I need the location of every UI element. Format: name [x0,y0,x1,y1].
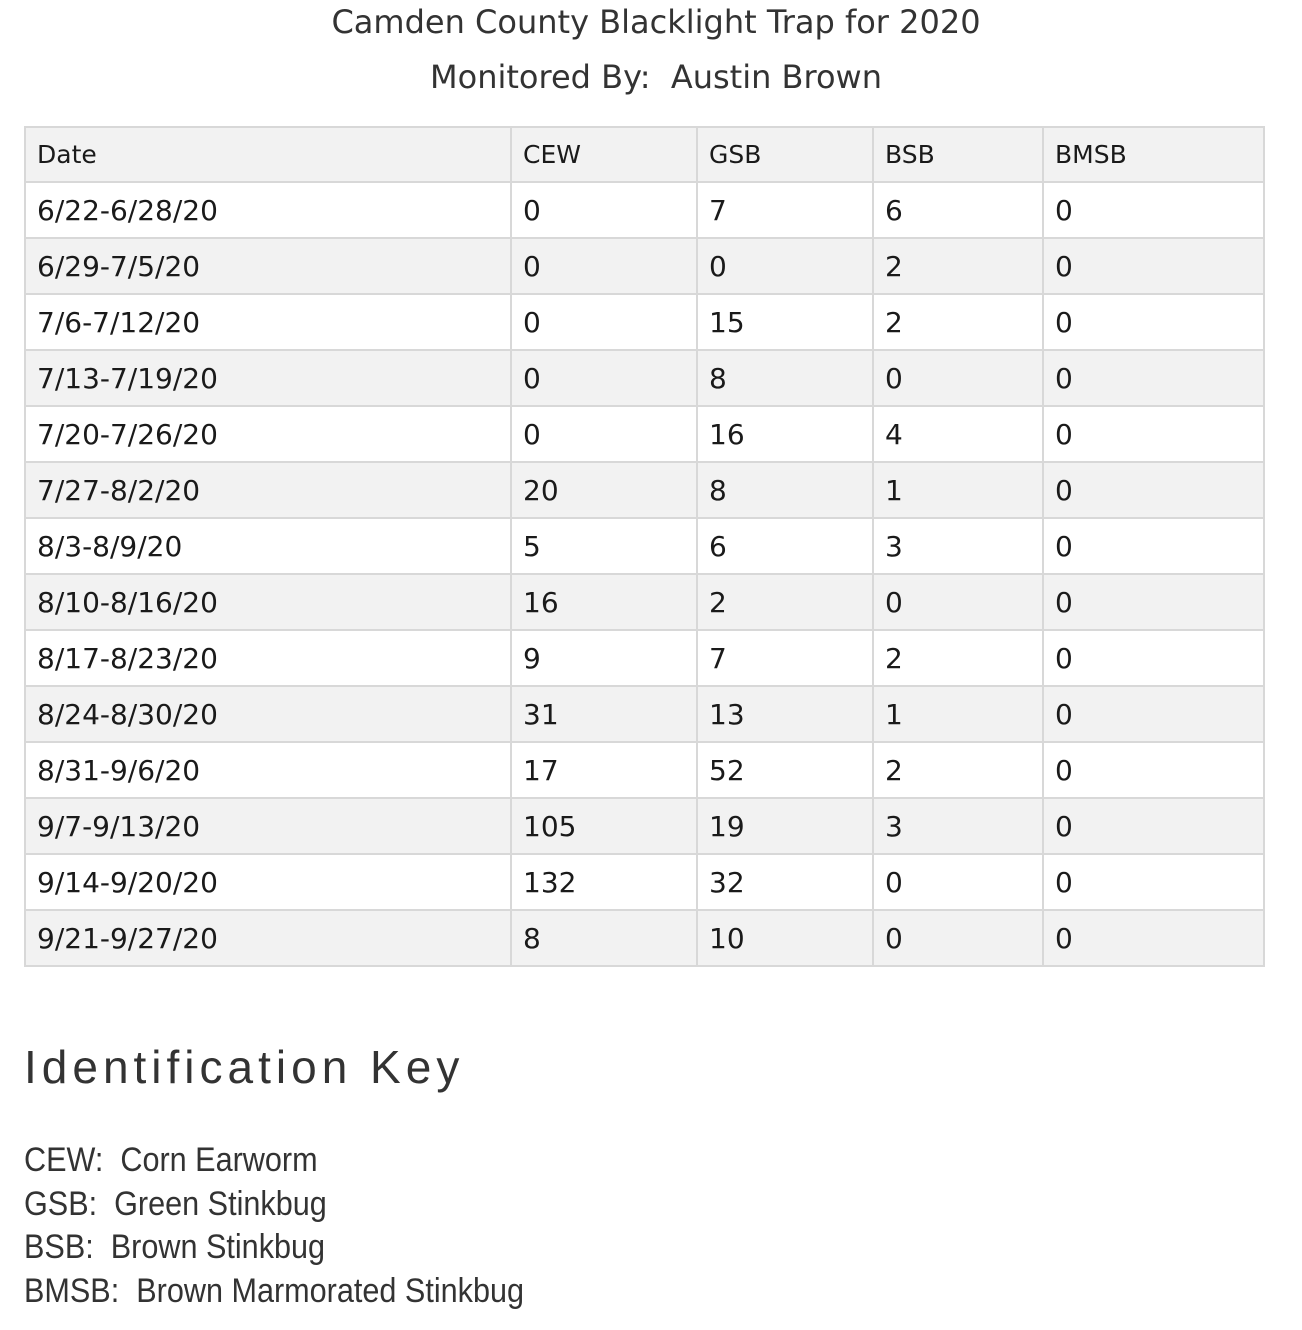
cell-date: 9/7-9/13/20 [25,798,511,854]
table-body [25,182,1264,966]
cell-gsb: 7 [697,182,873,238]
cell-cew: 0 [511,238,697,294]
column-header-cew: CEW [511,127,697,182]
column-header-bsb: BSB [873,127,1043,182]
cell-gsb: 16 [697,406,873,462]
cell-gsb: 13 [697,686,873,742]
identification-key-list [24,1139,580,1313]
cell-bsb: 3 [873,518,1043,574]
monitor-line: Monitored By: Austin Brown [430,58,882,96]
table-row [25,350,1264,406]
cell-bmsb: 0 [1043,574,1264,630]
cell-gsb: 8 [697,350,873,406]
cell-bmsb: 0 [1043,854,1264,910]
table-row [25,182,1264,238]
cell-cew: 105 [511,798,697,854]
cell-date: 8/31-9/6/20 [25,742,511,798]
key-item-cew: CEW: Corn Earworm [24,1141,318,1179]
table-row [25,798,1264,854]
cell-gsb: 7 [697,630,873,686]
cell-date: 8/24-8/30/20 [25,686,511,742]
cell-cew: 0 [511,350,697,406]
cell-date: 6/29-7/5/20 [25,238,511,294]
cell-cew: 17 [511,742,697,798]
cell-bmsb: 0 [1043,686,1264,742]
cell-bsb: 3 [873,798,1043,854]
cell-date: 7/6-7/12/20 [25,294,511,350]
cell-cew: 31 [511,686,697,742]
identification-key-heading: Identification Key [24,1041,465,1093]
table-row [25,238,1264,294]
key-item-bsb: BSB: Brown Stinkbug [24,1228,326,1266]
table-row [25,630,1264,686]
cell-bsb: 0 [873,854,1043,910]
table-header [25,127,1264,182]
cell-bmsb: 0 [1043,294,1264,350]
cell-bsb: 4 [873,406,1043,462]
cell-bsb: 2 [873,238,1043,294]
cell-date: 8/17-8/23/20 [25,630,511,686]
cell-cew: 132 [511,854,697,910]
cell-bmsb: 0 [1043,742,1264,798]
cell-bmsb: 0 [1043,798,1264,854]
cell-gsb: 6 [697,518,873,574]
cell-cew: 9 [511,630,697,686]
cell-date: 7/20-7/26/20 [25,406,511,462]
cell-gsb: 32 [697,854,873,910]
cell-bsb: 2 [873,742,1043,798]
table-row [25,854,1264,910]
cell-bmsb: 0 [1043,518,1264,574]
column-header-bmsb: BMSB [1043,127,1264,182]
table-row [25,686,1264,742]
cell-bsb: 2 [873,294,1043,350]
cell-gsb: 8 [697,462,873,518]
table-row [25,742,1264,798]
cell-date: 7/13-7/19/20 [25,350,511,406]
trap-count-table [24,126,1265,967]
table-row [25,462,1264,518]
cell-date: 9/14-9/20/20 [25,854,511,910]
header-row [25,127,1264,182]
cell-bsb: 1 [873,462,1043,518]
cell-date: 8/10-8/16/20 [25,574,511,630]
cell-date: 6/22-6/28/20 [25,182,511,238]
page-header [0,0,1302,97]
cell-cew: 0 [511,294,697,350]
cell-bsb: 0 [873,350,1043,406]
cell-gsb: 0 [697,238,873,294]
cell-cew: 0 [511,406,697,462]
cell-gsb: 10 [697,910,873,966]
column-header-date: Date [25,127,511,182]
page-title: Camden County Blacklight Trap for 2020 [331,3,981,41]
cell-cew: 5 [511,518,697,574]
cell-cew: 16 [511,574,697,630]
cell-bsb: 6 [873,182,1043,238]
cell-bsb: 0 [873,574,1043,630]
cell-bmsb: 0 [1043,350,1264,406]
cell-bmsb: 0 [1043,630,1264,686]
cell-gsb: 2 [697,574,873,630]
cell-bmsb: 0 [1043,406,1264,462]
table-row [25,518,1264,574]
column-header-gsb: GSB [697,127,873,182]
cell-cew: 8 [511,910,697,966]
cell-bsb: 2 [873,630,1043,686]
table-row [25,406,1264,462]
key-item-gsb: GSB: Green Stinkbug [24,1184,327,1223]
cell-date: 8/3-8/9/20 [25,518,511,574]
cell-date: 7/27-8/2/20 [25,462,511,518]
cell-gsb: 19 [697,798,873,854]
cell-cew: 20 [511,462,697,518]
cell-bsb: 0 [873,910,1043,966]
key-item-bmsb: BMSB: Brown Marmorated Stinkbug [24,1271,525,1310]
table-row [25,910,1264,966]
cell-bsb: 1 [873,686,1043,742]
cell-date: 9/21-9/27/20 [25,910,511,966]
cell-cew: 0 [511,182,697,238]
cell-bmsb: 0 [1043,462,1264,518]
cell-bmsb: 0 [1043,182,1264,238]
table-row [25,294,1264,350]
cell-bmsb: 0 [1043,910,1264,966]
cell-bmsb: 0 [1043,238,1264,294]
table-row [25,574,1264,630]
cell-gsb: 15 [697,294,873,350]
cell-gsb: 52 [697,742,873,798]
